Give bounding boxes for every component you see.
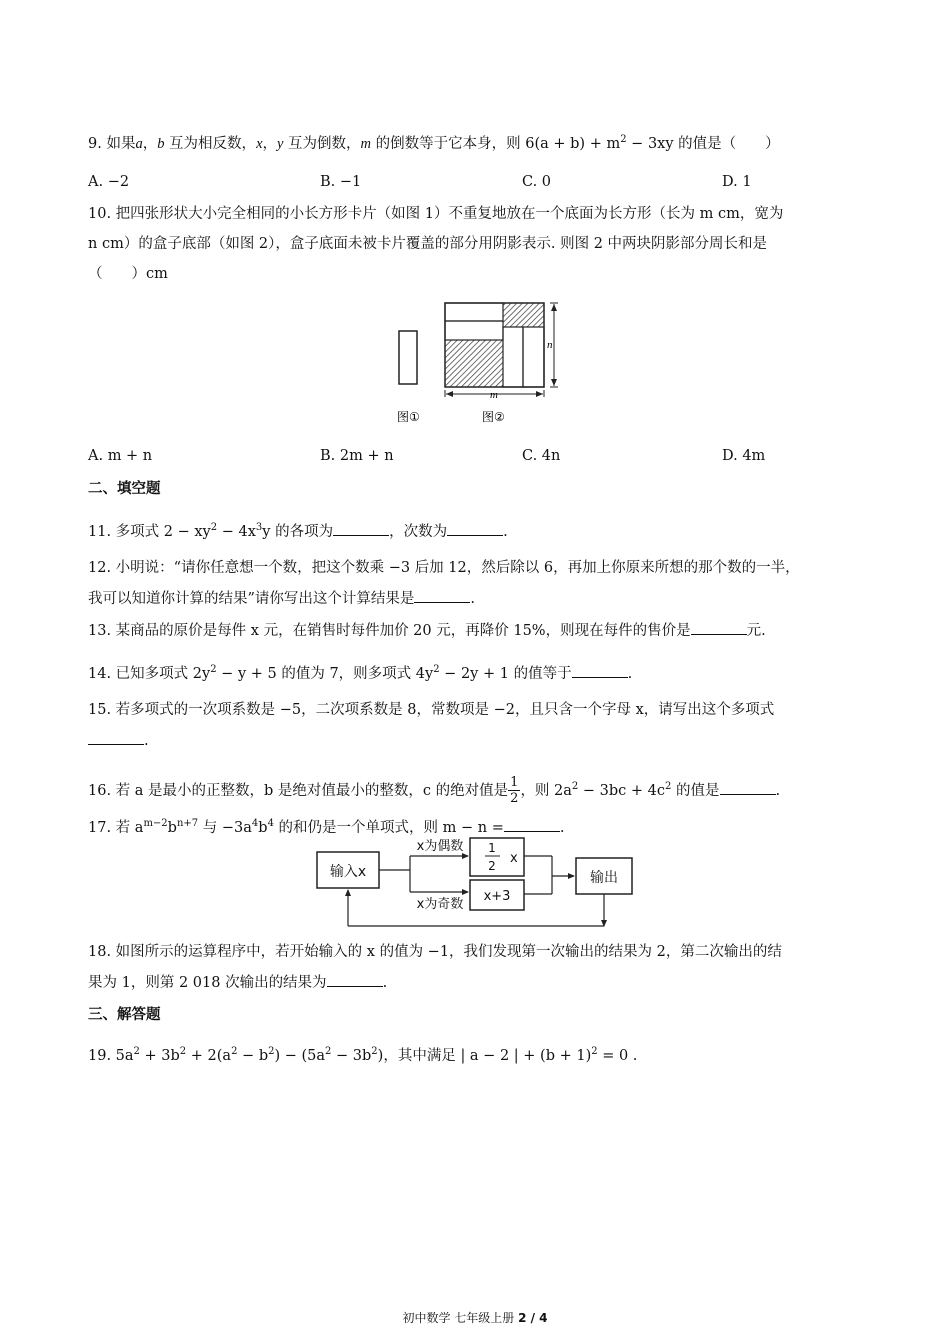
- q18-blank[interactable]: [327, 972, 383, 987]
- q10-figure: [380, 298, 570, 428]
- q16-text: 16. 若 a 是最小的正整数，b 是绝对值最小的整数，c 的绝对值是: [88, 782, 509, 799]
- q19-text: − 3b: [331, 1047, 372, 1064]
- q12-blank[interactable]: [414, 588, 470, 603]
- page-footer: [0, 1309, 950, 1326]
- q10-option-d: D. 4m: [722, 448, 766, 464]
- q16-frac-den: 2: [510, 791, 519, 807]
- q17-exponent: m−2: [143, 818, 168, 829]
- q9-sep: ，: [262, 135, 277, 152]
- q14-text: 14. 已知多项式 2y: [88, 665, 211, 682]
- q17-text: 与 −3a: [198, 819, 252, 836]
- q17-blank[interactable]: [504, 817, 560, 832]
- flow-output-label: 输出: [590, 870, 618, 886]
- q9-text: 互为相反数，: [164, 135, 257, 152]
- q19-exponent: 2: [591, 1046, 598, 1057]
- q18-line-2: [88, 972, 387, 993]
- q14-text: − y + 5 的值为 7，则多项式 4y: [216, 665, 434, 682]
- fig1-caption: 图①: [397, 410, 420, 424]
- q9-var-m: m: [360, 135, 372, 152]
- q13-text: 13. 某商品的原价是每件 x 元，在销售时每件加价 20 元，再降价 15%，则现在每件的售价是: [88, 623, 691, 639]
- question-19: [88, 1042, 637, 1066]
- fig1-small-rect: [399, 331, 417, 384]
- q11-text: − 4x: [217, 523, 256, 540]
- q19-exponent: 2: [231, 1046, 238, 1057]
- flow-input-label: 输入x: [329, 864, 367, 880]
- q11-blank-2[interactable]: [447, 521, 503, 536]
- q10-line-3: （ ）cm: [88, 266, 168, 282]
- fig2-card-v2: [523, 327, 544, 387]
- q9-exponent: 2: [620, 134, 627, 145]
- q19-text: )，其中满足 | a − 2 | + (b + 1): [377, 1047, 592, 1064]
- q11-text: ，次数为: [389, 523, 448, 540]
- fig2-caption: 图②: [482, 410, 505, 424]
- q17-exponent: 4: [267, 818, 274, 829]
- flow-half-num: 1: [488, 841, 496, 855]
- question-16: [88, 770, 780, 808]
- q18-end: .: [382, 975, 388, 991]
- q10-line-1: 10. 把四张形状大小完全相同的小长方形卡片（如图 1）不重复地放在一个底面为长方形（长为 m cm，宽为: [88, 206, 784, 222]
- q17-end: .: [559, 819, 565, 836]
- q9-var-y: y: [277, 135, 284, 152]
- q9-var-b: b: [157, 135, 165, 152]
- q16-text: ，则 2a: [520, 782, 572, 799]
- q17-exponent: n+7: [176, 818, 199, 829]
- question-14: [88, 660, 632, 684]
- fig2-card-h1: [445, 303, 503, 321]
- q16-end: .: [775, 782, 781, 799]
- q15-end: .: [144, 733, 149, 749]
- q17-text: b: [167, 819, 177, 836]
- flow-odd-label: x为奇数: [416, 897, 464, 912]
- q11-text: 11. 多项式 2 − xy: [88, 523, 211, 540]
- q19-text: 19. 5a: [88, 1047, 134, 1064]
- q14-blank[interactable]: [572, 663, 628, 678]
- q11-exponent: 2: [210, 522, 218, 533]
- q9-text: − 3xy 的值是（ ）: [626, 135, 780, 152]
- footer-page-number: 2 / 4: [518, 1311, 548, 1325]
- q19-text: ) − (5a: [274, 1047, 326, 1064]
- q9-var-x: x: [256, 135, 263, 152]
- q14-exponent: 2: [433, 664, 440, 675]
- q16-text: 的值是: [671, 782, 720, 799]
- question-13: [88, 620, 766, 641]
- q15-line-2: [88, 730, 149, 751]
- q17-exponent: 4: [251, 818, 259, 829]
- q12-text: 我可以知道你计算的结果”请你写出这个计算结果是: [88, 591, 415, 607]
- q16-frac-num: 1: [510, 775, 519, 791]
- q10-option-b: B. 2m + n: [320, 448, 394, 464]
- question-17: [88, 814, 565, 838]
- q10-option-a: A. m + n: [88, 448, 153, 464]
- question-11: [88, 518, 508, 542]
- q19-exponent: 2: [268, 1046, 275, 1057]
- q9-var-a: a: [135, 135, 143, 152]
- q18-text: 果为 1，则第 2 018 次输出的结果为: [88, 975, 327, 991]
- q12-line-1: 12. 小明说：“请你任意想一个数，把这个数乘 −3 后加 12，然后除以 6，再加上你原来所想的那个数的一半，: [88, 560, 800, 576]
- q9-text: 的倒数等于它本身，则 6(a + b) + m: [371, 135, 621, 152]
- q9-option-b: B. −1: [320, 174, 362, 190]
- q11-end: .: [503, 523, 508, 540]
- q12-line-2: [88, 588, 475, 609]
- fig2-card-v1: [503, 327, 523, 387]
- fig2-label-n: n: [547, 339, 553, 351]
- q19-text: + 3b: [139, 1047, 180, 1064]
- fig2-shade-top: [503, 303, 544, 327]
- q14-exponent: 2: [210, 664, 217, 675]
- q17-text: 的和仍是一个单项式，则 m − n =: [273, 819, 504, 836]
- q16-fraction: [508, 775, 520, 806]
- q12-end: .: [470, 591, 476, 607]
- q11-text: y 的各项为: [262, 523, 334, 540]
- flowchart: [312, 836, 638, 936]
- flow-even-label: x为偶数: [416, 839, 464, 854]
- flow-plus3-label: x+3: [483, 889, 511, 904]
- fig2-label-m: m: [490, 389, 498, 401]
- q9-option-a: A. −2: [88, 174, 130, 190]
- flow-half-den: 2: [488, 859, 496, 873]
- q10-option-c: C. 4n: [522, 448, 561, 464]
- q14-end: .: [627, 665, 633, 682]
- q11-blank-1[interactable]: [333, 521, 389, 536]
- q19-exponent: 2: [371, 1046, 378, 1057]
- q16-exponent: 2: [571, 781, 579, 792]
- q19-text: + 2(a: [186, 1047, 232, 1064]
- q11-exponent: 3: [255, 522, 263, 533]
- section-solve-heading: 三、解答题: [88, 1007, 161, 1023]
- q19-text: = 0 .: [597, 1047, 638, 1064]
- fig2-card-h2: [445, 321, 503, 340]
- section-fill-in-heading: 二、填空题: [88, 481, 161, 497]
- q13-end: 元.: [746, 623, 766, 639]
- q17-text: 17. 若 a: [88, 819, 144, 836]
- footer-text: 初中数学 七年级上册: [402, 1311, 519, 1325]
- question-9: [88, 130, 780, 154]
- q19-exponent: 2: [179, 1046, 187, 1057]
- q19-exponent: 2: [133, 1046, 140, 1057]
- q15-line-1: 15. 若多项式的一次项系数是 −5，二次项系数是 8，常数项是 −2，且只含一个字母 x，请写出这个多项式: [88, 702, 775, 718]
- q15-blank[interactable]: [88, 730, 144, 745]
- q19-text: − b: [237, 1047, 269, 1064]
- q18-line-1: 18. 如图所示的运算程序中，若开始输入的 x 的值为 −1，我们发现第一次输出的结果为 2，第二次输出的结: [88, 944, 782, 960]
- q9-option-c: C. 0: [522, 174, 552, 190]
- q9-option-d: D. 1: [722, 174, 752, 190]
- q9-text: 9. 如果: [88, 135, 136, 152]
- q9-text: 互为倒数，: [283, 135, 361, 152]
- q9-sep: ，: [142, 135, 158, 152]
- q17-text: b: [258, 819, 268, 836]
- q14-text: − 2y + 1 的值等于: [439, 665, 572, 682]
- q10-line-2: n cm）的盒子底部（如图 2），盒子底面未被卡片覆盖的部分用阴影表示. 则图 2 中两块阴影部分周长和是: [88, 236, 768, 252]
- q16-text: − 3bc + 4c: [578, 782, 666, 799]
- q19-exponent: 2: [325, 1046, 332, 1057]
- q13-blank[interactable]: [691, 620, 747, 635]
- flow-half-var: x: [510, 851, 518, 866]
- fig2-shade-bottom: [445, 340, 503, 387]
- q16-blank[interactable]: [720, 780, 776, 795]
- q16-exponent: 2: [665, 781, 672, 792]
